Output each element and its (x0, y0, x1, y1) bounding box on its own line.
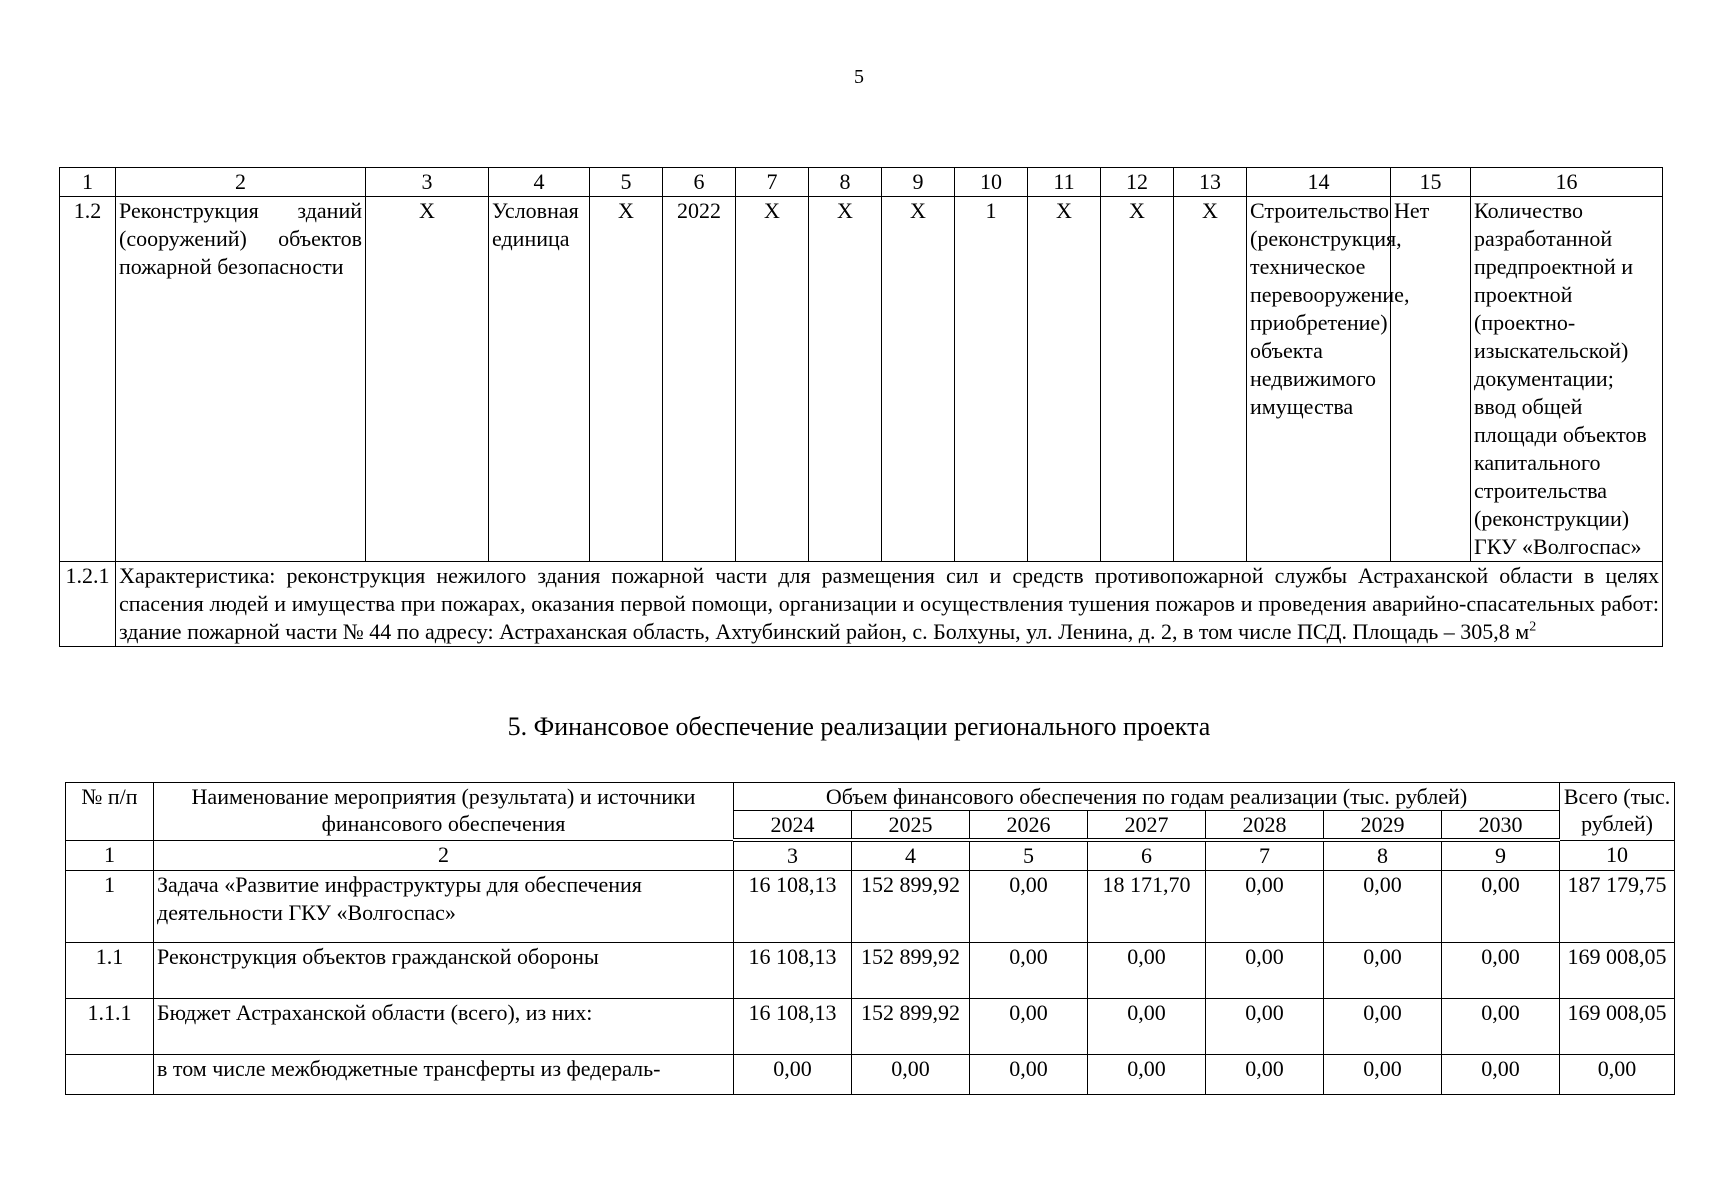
amount-cell: 0,00 (734, 1055, 852, 1095)
column-number: 3 (366, 168, 489, 197)
amount-cell: 0,00 (1324, 999, 1442, 1055)
column-number: 7 (736, 168, 809, 197)
total-cell: 0,00 (1560, 1055, 1675, 1095)
table-row (66, 1055, 1675, 1095)
row-name: Задача «Развитие инфраструктуры для обеспечения деятельности ГКУ «Волгоспас» (154, 871, 734, 943)
results-table (59, 167, 1663, 647)
column-number: 5 (590, 168, 663, 197)
amount-cell: 0,00 (1088, 1055, 1206, 1095)
unit-cell: Условная единица (489, 197, 590, 562)
financing-table (65, 782, 1675, 1095)
amount-cell: 152 899,92 (852, 999, 970, 1055)
amount-cell: 0,00 (1206, 999, 1324, 1055)
amount-cell: 0,00 (1206, 1055, 1324, 1095)
amount-cell: 0,00 (1442, 1055, 1560, 1095)
table-row (60, 197, 1663, 562)
cell: X (590, 197, 663, 562)
column-number: 1 (60, 168, 116, 197)
amount-cell: 16 108,13 (734, 999, 852, 1055)
result-description: Количество разработанной предпроектной и проектной (проектно-изыскательской) документации; ввод общей площади объектов капитального строительства (реконструкции) ГКУ «Волгоспас» (1471, 197, 1663, 562)
cell: X (736, 197, 809, 562)
row-name: Бюджет Астраханской области (всего), из них: (154, 999, 734, 1055)
amount-cell: 0,00 (1324, 943, 1442, 999)
year-header: 2025 (852, 811, 970, 841)
row-name: Реконструкция объектов гражданской обороны (154, 943, 734, 999)
amount-cell: 0,00 (1442, 871, 1560, 943)
amount-cell: 0,00 (1442, 999, 1560, 1055)
cell: Нет (1391, 197, 1471, 562)
volume-header: Объем финансового обеспечения по годам реализации (тыс. рублей) (734, 783, 1560, 811)
column-number: 10 (955, 168, 1028, 197)
row-number: 1.2 (60, 197, 116, 562)
year-header: 2028 (1206, 811, 1324, 841)
total-cell: 169 008,05 (1560, 999, 1675, 1055)
column-number: 5 (970, 840, 1088, 871)
base-year: 2022 (663, 197, 736, 562)
column-number: 6 (663, 168, 736, 197)
amount-cell: 0,00 (1206, 871, 1324, 943)
amount-cell: 0,00 (1088, 999, 1206, 1055)
cell: 1 (955, 197, 1028, 562)
amount-cell: 152 899,92 (852, 943, 970, 999)
row-number: 1 (66, 871, 154, 943)
column-number: 2 (116, 168, 366, 197)
year-header: 2027 (1088, 811, 1206, 841)
column-number: 11 (1028, 168, 1101, 197)
number-header: № п/п (66, 783, 154, 841)
amount-cell: 0,00 (1324, 871, 1442, 943)
amount-cell: 0,00 (1088, 943, 1206, 999)
column-number: 3 (734, 840, 852, 871)
column-number: 1 (66, 840, 154, 871)
amount-cell: 0,00 (1206, 943, 1324, 999)
cell: X (809, 197, 882, 562)
column-number: 2 (154, 840, 734, 871)
amount-cell: 0,00 (970, 943, 1088, 999)
column-number: 13 (1174, 168, 1247, 197)
amount-cell: 18 171,70 (1088, 871, 1206, 943)
characteristic-row (60, 562, 1663, 647)
cell: X (882, 197, 955, 562)
page-number: 5 (854, 66, 864, 88)
result-type: Строительство (реконструкция, техническое перевооружение, приобретение) объекта недвижимого имущества (1247, 197, 1391, 562)
cell: X (1174, 197, 1247, 562)
amount-cell: 0,00 (852, 1055, 970, 1095)
row-number: 1.1 (66, 943, 154, 999)
amount-cell: 152 899,92 (852, 871, 970, 943)
column-number: 12 (1101, 168, 1174, 197)
column-number: 15 (1391, 168, 1471, 197)
row-number: 1.1.1 (66, 999, 154, 1055)
total-cell: 169 008,05 (1560, 943, 1675, 999)
table-row (66, 943, 1675, 999)
amount-cell: 0,00 (970, 1055, 1088, 1095)
result-name: Реконструкция зданий (сооружений) объектов пожарной безопасности (116, 197, 366, 562)
year-header: 2029 (1324, 811, 1442, 841)
amount-cell: 0,00 (1442, 943, 1560, 999)
section-title: 5. Финансовое обеспечение реализации регионального проекта (507, 712, 1211, 741)
row-number (66, 1055, 154, 1095)
column-number: 6 (1088, 840, 1206, 871)
header-row (66, 783, 1675, 811)
column-number: 10 (1560, 840, 1675, 871)
name-header: Наименование мероприятия (результата) и источники финансового обеспечения (154, 783, 734, 841)
amount-cell: 16 108,13 (734, 871, 852, 943)
column-number: 7 (1206, 840, 1324, 871)
amount-cell: 0,00 (1324, 1055, 1442, 1095)
table-row (66, 871, 1675, 943)
cell: X (1028, 197, 1101, 562)
column-number: 8 (809, 168, 882, 197)
amount-cell: 0,00 (970, 999, 1088, 1055)
total-cell: 187 179,75 (1560, 871, 1675, 943)
column-number: 9 (882, 168, 955, 197)
table-row (66, 999, 1675, 1055)
characteristic-text: Характеристика: реконструкция нежилого здания пожарной части для размещения сил и средств противопожарной службы Астраханской области в целях спасения людей и имущества при пожарах, оказания первой помощи, организации и осуществления тушения пожаров и проведения аварийно-спасательных работ: здание пожарной части № 44 по адресу: Астраханская область, Ахтубинский район, с. Болхуны, ул. Ленина, д. 2, в том числе ПСД. Площадь – 305,8 $м^2$ (116, 562, 1663, 647)
column-number: 8 (1324, 840, 1442, 871)
cell: X (1101, 197, 1174, 562)
column-number: 16 (1471, 168, 1663, 197)
amount-cell: 16 108,13 (734, 943, 852, 999)
column-number-row (66, 840, 1675, 871)
column-number: 14 (1247, 168, 1391, 197)
cell: X (366, 197, 489, 562)
year-header: 2030 (1442, 811, 1560, 841)
year-header: 2026 (970, 811, 1088, 841)
total-header: Всего (тыс. рублей) (1560, 783, 1675, 841)
row-name: в том числе межбюджетные трансферты из федераль- (154, 1055, 734, 1095)
column-number: 4 (852, 840, 970, 871)
column-number: 9 (1442, 840, 1560, 871)
row-number: 1.2.1 (60, 562, 116, 647)
year-header: 2024 (734, 811, 852, 841)
column-number: 4 (489, 168, 590, 197)
amount-cell: 0,00 (970, 871, 1088, 943)
column-number-row (60, 168, 1663, 197)
